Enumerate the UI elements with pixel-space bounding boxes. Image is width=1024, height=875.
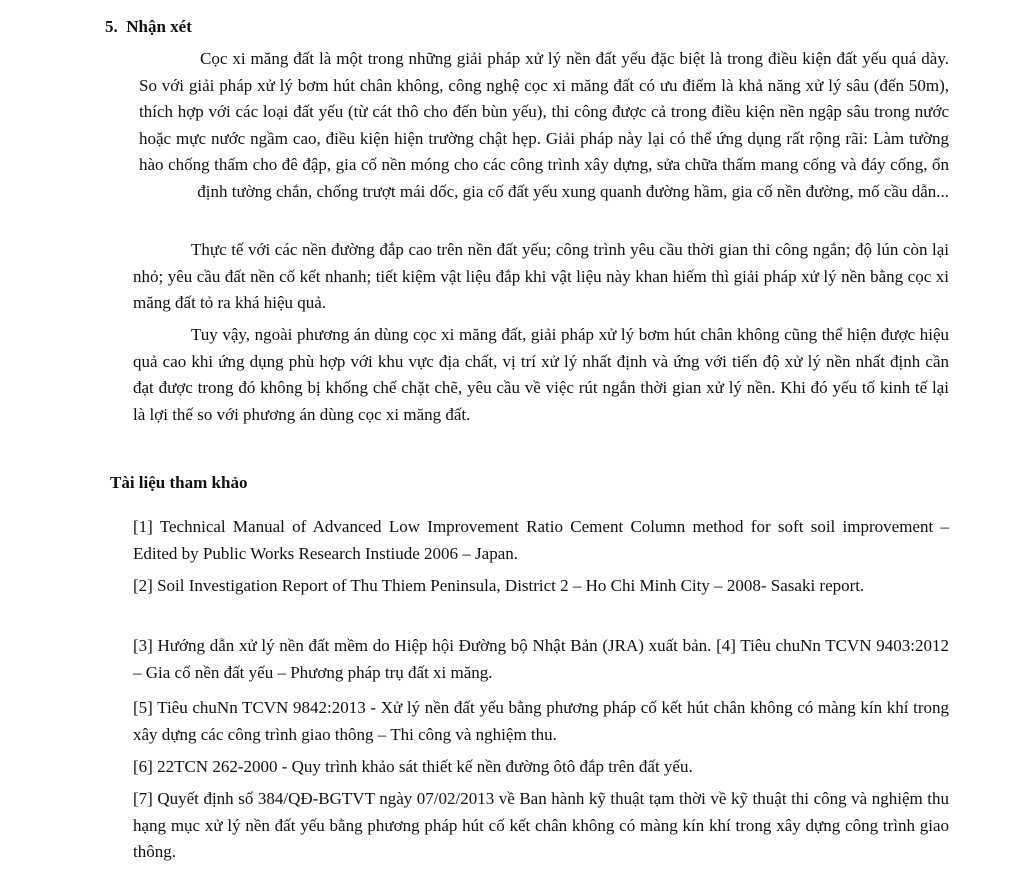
section-title: Nhận xét [126,17,192,36]
reference-item-2: [2] Soil Investigation Report of Thu Thiem Peninsula, District 2 – Ho Chi Minh City – 2008- Sasaki report. [133,576,865,595]
section-number: 5. [105,17,118,36]
paragraph-comparison-conclusion: Tuy vậy, ngoài phương án dùng cọc xi măng đất, giải pháp xử lý bơm hút chân không cũng thể hiện được hiệu quả cao khi ứng dụng phù hợp với khu vực địa chất, vị trí xử lý nhất định và ứng với tiến độ xử lý nền nhất định cần đạt được trong đó không bị khống chế chặt chẽ, yêu cầu về việc rút ngắn thời gian xử lý nền. Khi đó yếu tố kinh tế lại là lợi thế so với phương án dùng cọc xi măng đất. [133,325,949,424]
reference-item-3: [3] Hướng dẫn xử lý nền đất mềm do Hiệp hội Đường bộ Nhật Bản (JRA) xuất bản. [4] Tiêu chuNn TCVN 9403:2012 – Gia cố nền đất yếu – Phương pháp trụ đất xi măng. [133,636,949,682]
references-heading: Tài liệu tham khảo [110,473,248,492]
reference-item-5: [5] Tiêu chuNn TCVN 9842:2013 - Xử lý nền đất yếu bằng phương pháp cố kết hút chân không có màng kín khí trong xây dựng các công trình giao thông – Thi công và nghiệm thu. [133,698,949,744]
paragraph-cement-column-overview: Cọc xi măng đất là một trong những giải pháp xử lý nền đất yếu đặc biệt là trong điều kiện đất yếu quá dày. So với giải pháp xử lý bơm hút chân không, công nghệ cọc xi măng đất có ưu điểm là khả năng xử lý sâu (đến 50m), thích hợp với các loại đất yếu (từ cát thô cho đến bùn yếu), thi công được cả trong điều kiện nền ngập sâu trong nước hoặc mực nước ngầm cao, điều kiện hiện trường chật hẹp. Giải pháp này lại có thể ứng dụng rất rộng rãi: Làm tường hào chống thấm cho đê đập, gia cố nền móng cho các công trình xây dựng, sửa chữa thấm mang cống và đáy cống, ổn định tường chắn, chống trượt mái dốc, gia cố đất yếu xung quanh đường hầm, gia cố nền đường, mố cầu dẫn... [139,49,949,201]
reference-item-6: [6] 22TCN 262-2000 - Quy trình khảo sát thiết kế nền đường ôtô đắp trên đất yếu. [133,757,693,776]
section-heading [105,16,192,38]
paragraph-practical-application: Thực tế với các nền đường đắp cao trên nền đất yếu; công trình yêu cầu thời gian thi công ngắn; độ lún còn lại nhỏ; yêu cầu đất nền cố kết nhanh; tiết kiệm vật liệu đắp khi vật liệu này khan hiếm thì giải pháp xử lý nền bằng cọc xi măng đất tỏ ra khá hiệu quả. [133,240,949,312]
reference-item-7: [7] Quyết định số 384/QĐ-BGTVT ngày 07/02/2013 về Ban hành kỹ thuật tạm thời về kỹ thuật thi công và nghiệm thu hạng mục xử lý nền đất yếu bằng phương pháp hút cố kết chân không có màng kín khí trong xây dựng công trình giao thông. [133,789,949,861]
reference-item-1: [1] Technical Manual of Advanced Low Improvement Ratio Cement Column method for soft soil improvement – Edited by Public Works Research Instiude 2006 – Japan. [133,517,949,563]
